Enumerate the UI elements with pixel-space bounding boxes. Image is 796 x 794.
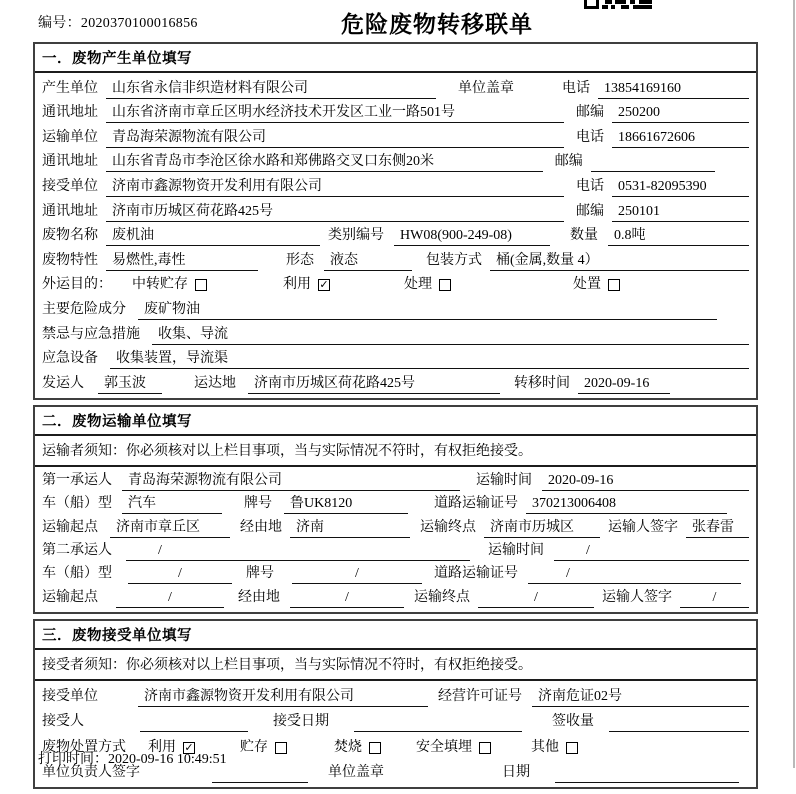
field-value-blank <box>140 713 248 732</box>
field-value: 2020-09-16 <box>578 375 670 394</box>
form-row <box>42 707 749 732</box>
field-label: 签收量 <box>552 714 594 730</box>
field-value: 鲁UK8120 <box>284 492 408 514</box>
form-row <box>42 246 749 271</box>
field-label: 车（船）型 <box>42 566 112 582</box>
field-value: 济南市鑫源物资开发利用有限公司 <box>138 685 428 707</box>
option-label: 利用 <box>148 739 176 755</box>
field-value: 13854169160 <box>598 80 749 99</box>
field-label: 废物名称 <box>42 228 98 244</box>
field-label: 运输终点 <box>420 519 476 535</box>
section3-body <box>35 681 756 788</box>
field-label: 电话 <box>576 129 604 145</box>
option-label: 其他 <box>531 739 559 755</box>
field-value: 废机油 <box>106 224 320 246</box>
field-label: 通讯地址 <box>42 154 98 170</box>
field-value: 山东省济南市章丘区明水经济技术开发区工业一路501号 <box>106 101 564 123</box>
field-value: / <box>680 589 749 608</box>
form-row <box>42 538 749 561</box>
field-value: 收集装置，导流渠 <box>110 347 749 369</box>
form-row <box>42 172 749 197</box>
form-row <box>42 197 749 222</box>
field-value: 250200 <box>612 104 749 123</box>
transporter-notice: 运输者须知：你必须核对以上栏目事项，当与实际情况不符时，有权拒绝接受。 <box>35 436 756 467</box>
field-label: 运输时间 <box>488 542 544 558</box>
serial-number-value: 2020370100016856 <box>80 16 198 31</box>
field-label: 禁忌与应急措施 <box>42 326 140 342</box>
serial-number <box>38 12 198 32</box>
field-label: 经由地 <box>240 519 282 535</box>
option-label: 焚烧 <box>334 739 362 755</box>
field-label: 单位盖章 <box>328 765 384 781</box>
field-value: 山东省永信非织造材料有限公司 <box>106 77 436 99</box>
field-label: 外运目的： <box>42 277 112 293</box>
field-value-blank <box>354 713 522 732</box>
document-title: 危险废物转移联单 <box>341 12 533 37</box>
field-label: 牌号 <box>244 496 272 512</box>
field-label: 运输终点 <box>414 589 470 605</box>
form-row <box>42 491 749 514</box>
field-label: 邮编 <box>554 154 583 170</box>
section2-title: 二．废物运输单位填写 <box>35 407 756 436</box>
field-label: 运输时间 <box>476 473 532 489</box>
print-time <box>38 748 227 768</box>
field-value: / <box>478 589 594 608</box>
form-row <box>42 345 749 370</box>
field-value-blank <box>609 713 749 732</box>
print-time-label: 打印时间： <box>38 752 108 767</box>
receiver-notice: 接受者须知：你必须核对以上栏目事项，当与实际情况不符时，有权拒绝接受。 <box>35 650 756 681</box>
field-value: 370213006408 <box>526 495 727 514</box>
field-value: 桶(金属,数量 4） <box>490 249 749 271</box>
field-label: 经由地 <box>238 589 280 605</box>
field-value: / <box>116 589 224 608</box>
option-label: 安全填埋 <box>416 739 472 755</box>
field-label: 电话 <box>576 178 604 194</box>
field-value: 济南市章丘区 <box>110 516 230 538</box>
section-waste-transporter <box>33 405 758 614</box>
field-value: 0.8吨 <box>608 224 749 246</box>
field-value: 济南市历城区 <box>484 516 600 538</box>
field-value: 废矿物油 <box>138 298 717 320</box>
field-value: 汽车 <box>122 492 222 514</box>
form-row <box>42 369 749 394</box>
checkbox-dispose <box>608 279 620 291</box>
field-value: / <box>126 542 470 561</box>
form-row <box>42 148 749 173</box>
option-label: 处置 <box>573 277 601 293</box>
field-value: 250101 <box>612 203 749 222</box>
page-right-edge-line <box>793 0 795 768</box>
field-value: 济南市历城区荷花路425号 <box>106 200 564 222</box>
option-label: 利用 <box>283 277 311 293</box>
field-value: 济南危证02号 <box>532 685 749 707</box>
field-value: / <box>528 565 741 584</box>
section1-body <box>35 73 756 398</box>
field-value: / <box>290 589 404 608</box>
field-value-blank <box>591 153 715 172</box>
field-label: 电话 <box>562 80 590 96</box>
field-label: 产生单位 <box>42 80 98 96</box>
form-row <box>42 561 749 584</box>
field-value: 收集、导流 <box>152 323 749 345</box>
field-label: 运达地 <box>194 375 236 391</box>
field-value: 郭玉波 <box>98 372 162 394</box>
field-label: 日期 <box>502 765 530 781</box>
manifest-form <box>33 42 758 794</box>
field-value: / <box>128 565 232 584</box>
field-label: 应急设备 <box>42 351 98 367</box>
field-label: 邮编 <box>576 105 604 121</box>
field-label: 道路运输证号 <box>434 566 518 582</box>
field-label: 接受人 <box>42 714 84 730</box>
form-row <box>42 74 749 99</box>
field-label: 废物特性 <box>42 252 98 268</box>
checkbox-transfer-storage <box>195 279 207 291</box>
field-label: 车（船）型 <box>42 496 112 512</box>
field-label: 废物处置方式 <box>42 739 126 755</box>
field-value: 18661672606 <box>612 129 749 148</box>
field-value: HW08(900-249-08) <box>394 227 550 246</box>
field-label: 接受日期 <box>273 714 329 730</box>
field-label: 运输人签字 <box>602 589 672 605</box>
field-value: 山东省青岛市李沧区徐水路和郑佛路交叉口东侧20米 <box>106 150 543 172</box>
field-value: 液态 <box>324 249 412 271</box>
option-label: 中转贮存 <box>132 277 188 293</box>
checkbox-landfill <box>479 742 491 754</box>
document-header <box>0 0 796 40</box>
section3-title: 三．废物接受单位填写 <box>35 621 756 650</box>
field-value-blank <box>555 764 739 783</box>
field-label: 接受单位 <box>42 178 98 194</box>
purpose-row <box>42 271 749 296</box>
print-time-value: 2020-09-16 10:49:51 <box>108 752 227 767</box>
field-label: 通讯地址 <box>42 105 98 121</box>
form-row <box>42 295 749 320</box>
field-label: 运输人签字 <box>608 519 678 535</box>
field-label: 运输起点 <box>42 519 98 535</box>
field-label: 转移时间 <box>514 375 570 391</box>
checkbox-store <box>275 742 287 754</box>
field-label: 运输单位 <box>42 129 98 145</box>
section-waste-generator <box>33 42 758 400</box>
field-label: 主要危险成分 <box>42 301 126 317</box>
checkbox-treat <box>439 279 451 291</box>
option-label: 贮存 <box>240 739 268 755</box>
form-row <box>42 320 749 345</box>
field-value: / <box>292 565 422 584</box>
field-value: 济南市历城区荷花路425号 <box>248 372 500 394</box>
field-label: 通讯地址 <box>42 203 98 219</box>
field-label: 包装方式 <box>426 252 482 268</box>
field-value: 0531-82095390 <box>612 178 749 197</box>
field-label: 牌号 <box>246 566 274 582</box>
field-value: 青岛海荣源物流有限公司 <box>122 469 460 491</box>
form-row <box>42 682 749 707</box>
field-label: 运输起点 <box>42 589 98 605</box>
section1-title: 一．废物产生单位填写 <box>35 44 756 73</box>
field-label: 邮编 <box>576 203 604 219</box>
field-value: / <box>554 542 749 561</box>
field-value: 易燃性,毒性 <box>106 249 258 271</box>
field-label: 单位负责人签字 <box>42 765 140 781</box>
form-row <box>42 222 749 247</box>
field-label: 道路运输证号 <box>434 496 518 512</box>
form-row <box>42 584 749 607</box>
checkbox-utilize-checked: ✓ <box>184 740 194 754</box>
field-label: 接受单位 <box>42 688 98 704</box>
field-label: 第二承运人 <box>42 542 112 558</box>
field-value: 2020-09-16 <box>542 472 749 491</box>
field-value: 张春雷 <box>686 516 749 538</box>
form-row <box>42 99 749 124</box>
field-value: 青岛海荣源物流有限公司 <box>106 126 564 148</box>
field-label: 发运人 <box>42 375 84 391</box>
section2-body <box>35 467 756 612</box>
serial-number-label: 编号： <box>38 16 81 31</box>
checkbox-incinerate <box>369 742 381 754</box>
form-row <box>42 514 749 537</box>
field-label: 数量 <box>570 228 598 244</box>
field-label: 第一承运人 <box>42 473 112 489</box>
field-label: 形态 <box>286 252 314 268</box>
option-label: 处理 <box>404 277 432 293</box>
form-row <box>42 468 749 491</box>
field-label: 经营许可证号 <box>438 688 522 704</box>
field-value: 济南 <box>290 516 410 538</box>
field-label: 类别编号 <box>328 228 384 244</box>
field-label: 单位盖章 <box>458 80 514 96</box>
checkbox-other <box>566 742 578 754</box>
checkbox-utilize-checked: ✓ <box>319 278 329 292</box>
form-row <box>42 123 749 148</box>
field-value: 济南市鑫源物资开发利用有限公司 <box>106 175 564 197</box>
